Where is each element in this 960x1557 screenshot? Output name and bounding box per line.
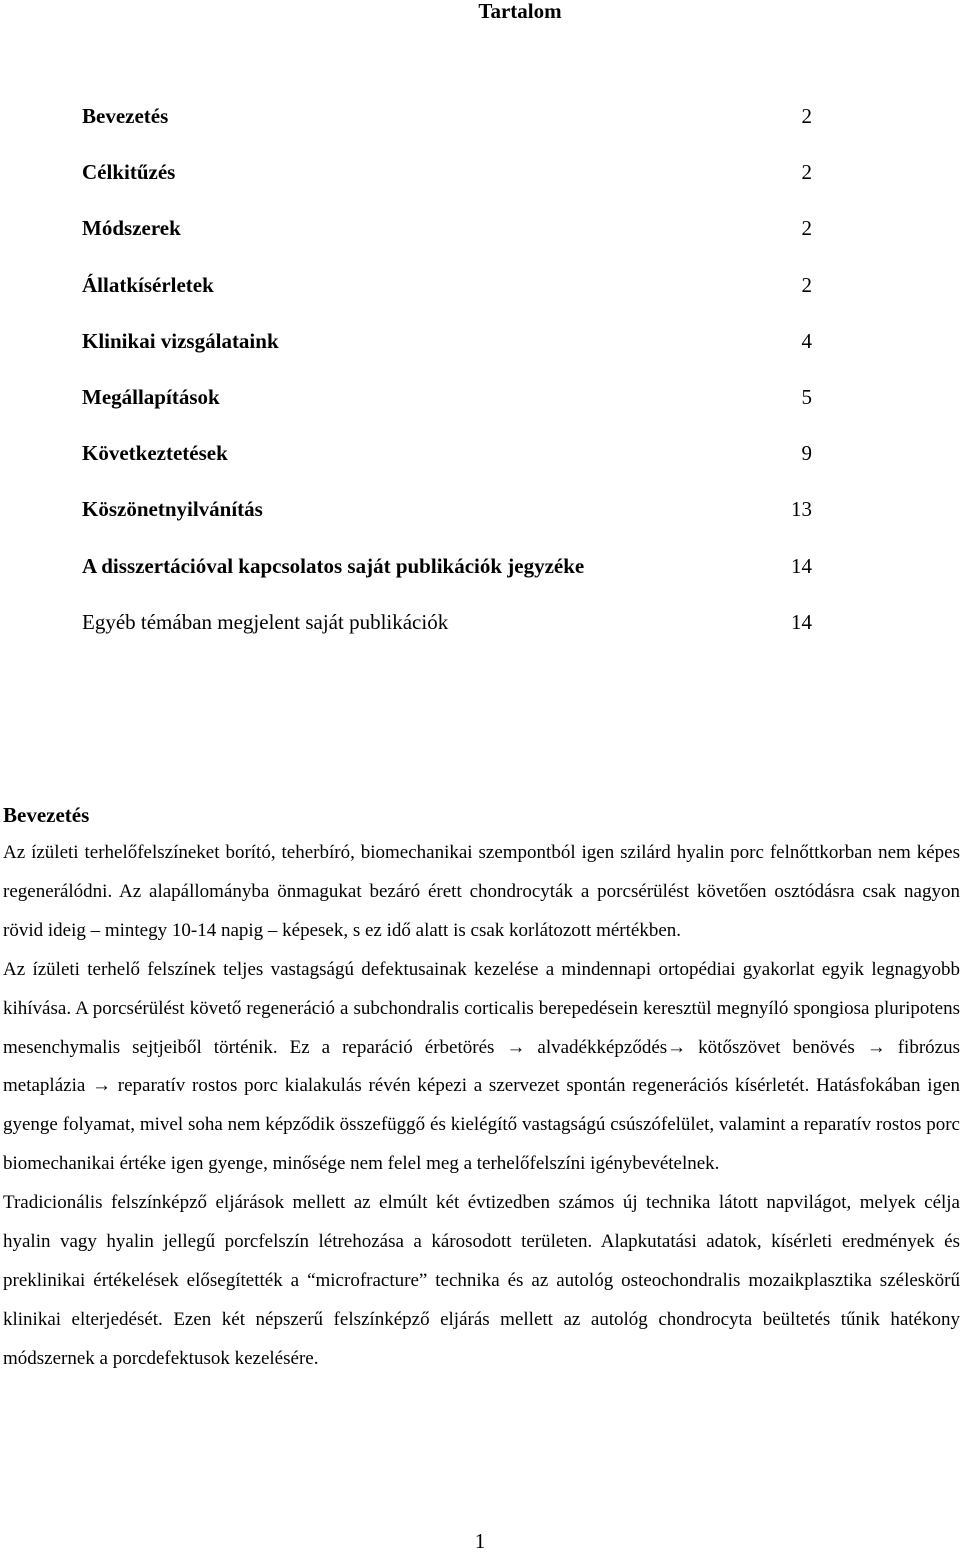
toc-entry-label: Köszönetnyilvánítás xyxy=(82,497,263,522)
toc-entry xyxy=(82,98,812,154)
toc-entry-label: Megállapítások xyxy=(82,384,220,409)
toc-entry-page: 14 xyxy=(791,553,812,578)
toc-entry-page: 13 xyxy=(791,497,812,522)
toc-entry-label: A disszertációval kapcsolatos saját publikációk jegyzéke xyxy=(82,553,585,578)
page-title: Tartalom xyxy=(478,0,562,23)
toc-entry-label: Célkitűzés xyxy=(82,160,176,185)
paragraph: Tradicionális felszínképző eljárások mellett az elmúlt két évtizedben számos új technika látott napvilágot, melyek célja hyalin vagy hyalin jellegű porcfelszín létrehozása a károsodott területen. Alapkutatási adatok, kísérleti eredmények és preklinikai értékelések elősegítették a “microfracture” technika és az autológ osteochondralis mozaikplasztika széleskörű klinikai elterjedését. Ezen két népszerű felszínképző eljárás mellett az autológ chondrocyta beültetés tűnik hatékony módszernek a porcdefektusok kezelésére. xyxy=(3,1192,960,1369)
toc-entry-page: 2 xyxy=(801,272,812,297)
page-number: 1 xyxy=(474,1529,486,1553)
toc-entry-label: Bevezetés xyxy=(82,104,169,128)
toc-entry-page: 2 xyxy=(801,160,812,185)
toc-entry xyxy=(82,323,812,379)
toc-entry-label: Állatkísérletek xyxy=(82,272,214,297)
toc-entry-page: 5 xyxy=(801,384,812,409)
toc-entry-page: 4 xyxy=(801,328,812,353)
toc-entry-label: Következtetések xyxy=(82,441,228,466)
toc-entry xyxy=(82,267,812,323)
toc-entry-page: 2 xyxy=(801,216,812,241)
toc-entry-label: Módszerek xyxy=(82,216,181,241)
toc-entry xyxy=(82,379,812,435)
toc-entry-page: 9 xyxy=(801,441,812,466)
toc-entry xyxy=(82,210,812,266)
toc-entry xyxy=(82,154,812,210)
toc-entry xyxy=(82,491,812,547)
toc-entry xyxy=(82,604,812,660)
toc-entry-label: Egyéb témában megjelent saját publikációk xyxy=(82,609,449,634)
paragraph: Az ízületi terhelőfelszíneket borító, teherbíró, biomechanikai szempontból igen szilárd hyalin porc felnőttkorban nem képes regenerálódni. Az alapállományba önmagukat bezáró érett chondrocyták a porcsérülést követően osztódásra csak nagyon rövid ideig – mintegy 10-14 napig – képesek, s ez idő alatt is csak korlátozott mértékben. xyxy=(3,842,960,941)
toc-entry-label: Klinikai vizsgálataink xyxy=(82,328,279,353)
toc-entry-page: 14 xyxy=(791,609,812,634)
paragraph: Az ízületi terhelő felszínek teljes vastagságú defektusainak kezelése a mindennapi ortopédiai gyakorlat egyik legnagyobb kihívása. A porcsérülést követő regeneráció a subchondralis corticalis berepedésein keresztül megnyíló spongiosa pluripotens mesenchymalis sejtjeiből történik. Ez a reparáció érbetörés → alvadékképződés→ kötőszövet benövés → fibrózus metaplázia → reparatív rostos porc kialakulás révén képezi a szervezet spontán regenerációs kísérletét. Hatásfokában igen gyenge folyamat, mivel soha nem képződik összefüggő és kielégítő vastagságú csúszófelület, valamint a reparatív rostos porc biomechanikai értéke igen gyenge, minősége nem felel meg a terhelőfelszíni igénybevételnek. xyxy=(3,958,960,1175)
section-body xyxy=(3,834,960,1379)
toc-entry xyxy=(82,548,812,604)
section-heading: Bevezetés xyxy=(3,803,90,827)
table-of-contents xyxy=(82,98,812,660)
toc-entry xyxy=(82,435,812,491)
toc-entry-page: 2 xyxy=(801,104,812,128)
